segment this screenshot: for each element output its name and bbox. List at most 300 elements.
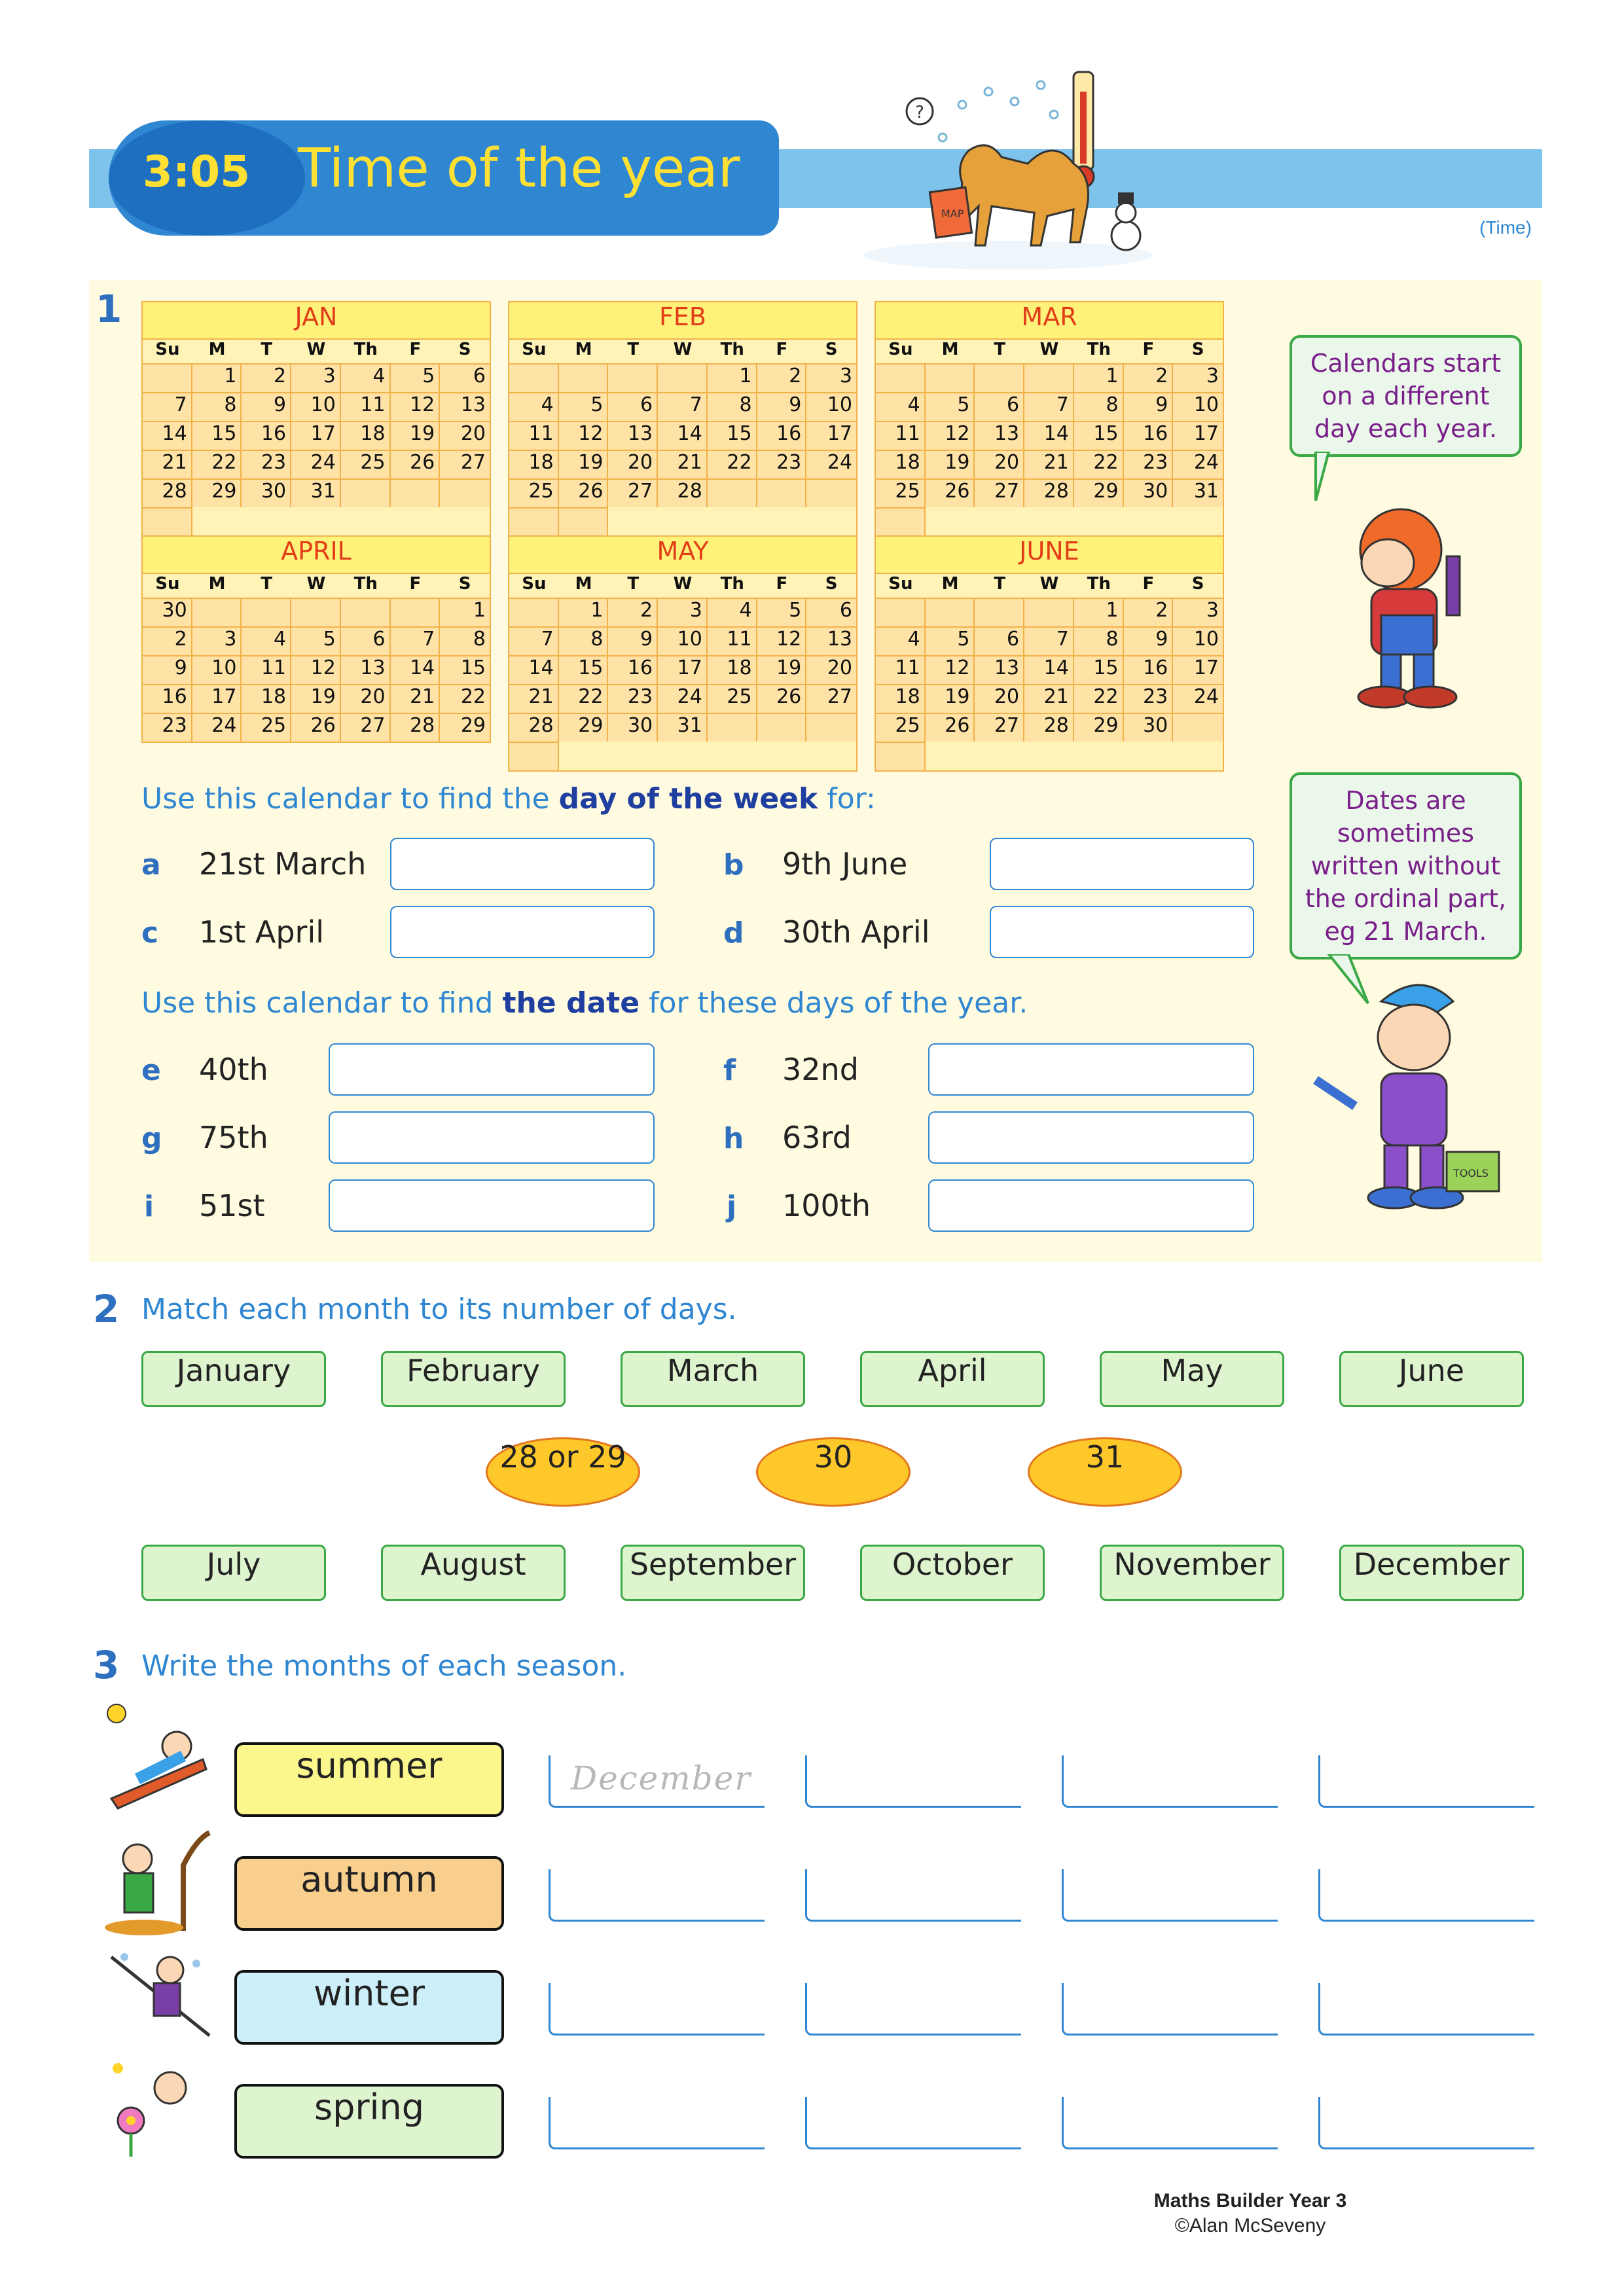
calendar-day-cell: 2 bbox=[608, 598, 658, 626]
calendar-day-cell: 23 bbox=[1124, 450, 1174, 478]
calendar-day-cell: 2 bbox=[1124, 363, 1174, 392]
calendar-day-cell: 10 bbox=[291, 392, 341, 421]
weekday-header: Su bbox=[155, 574, 180, 594]
answer-box-e[interactable] bbox=[329, 1043, 655, 1096]
item-label: b bbox=[723, 848, 744, 882]
calendar-day-cell: 4 bbox=[876, 626, 926, 655]
calendar-day-cell: 11 bbox=[876, 421, 926, 450]
calendar-day-cell bbox=[876, 742, 926, 770]
calendar-day-cell: 27 bbox=[440, 450, 490, 478]
calendar-day-cell: 29 bbox=[1074, 713, 1124, 742]
calendar-day-cell: 16 bbox=[242, 421, 291, 450]
month-card-february[interactable]: February bbox=[381, 1351, 566, 1407]
answer-line-autumn-1[interactable] bbox=[549, 1869, 765, 1922]
calendar-day-cell: 30 bbox=[1124, 478, 1174, 507]
calendar-day-cell: 6 bbox=[806, 598, 856, 626]
calendar-day-cell: 22 bbox=[708, 450, 757, 478]
calendar-day-cell: 6 bbox=[975, 626, 1024, 655]
calendar-day-cell: 15 bbox=[192, 421, 242, 450]
calendar-day-cell: 9 bbox=[143, 655, 192, 684]
calendar-day-cell bbox=[975, 598, 1024, 626]
answer-line-winter-2[interactable] bbox=[805, 1983, 1021, 2036]
item-label: d bbox=[723, 916, 744, 950]
calendar-day-cell: 4 bbox=[242, 626, 291, 655]
footer-copyright: ©Alan McSeveny bbox=[1174, 2215, 1326, 2236]
day-grid bbox=[509, 340, 856, 536]
weekday-header: F bbox=[1142, 340, 1155, 359]
calendar-day-cell: 29 bbox=[1074, 478, 1124, 507]
calendar-day-cell: 11 bbox=[876, 655, 926, 684]
weekday-header: F bbox=[409, 574, 422, 594]
calendar-day-cell: 15 bbox=[1074, 421, 1124, 450]
instruction-date: Use this calendar to find the date for these days of the year. bbox=[141, 986, 1028, 1020]
calendar-day-cell: 30 bbox=[242, 478, 291, 507]
calendar-day-cell: 16 bbox=[1124, 655, 1174, 684]
calendar-day-cell: 13 bbox=[975, 655, 1024, 684]
item-label: i bbox=[144, 1190, 154, 1223]
svg-text:MAP: MAP bbox=[941, 207, 964, 220]
month-card-april[interactable]: April bbox=[860, 1351, 1045, 1407]
calendar-day-cell: 10 bbox=[658, 626, 708, 655]
calendar-day-cell: 26 bbox=[391, 450, 441, 478]
calendar-day-cell: 8 bbox=[1074, 626, 1124, 655]
calendar-day-cell: 17 bbox=[192, 684, 242, 713]
calendar-day-cell bbox=[391, 598, 441, 626]
calendar-day-cell bbox=[143, 363, 192, 392]
month-card-november[interactable]: November bbox=[1100, 1545, 1284, 1601]
question-2-instruction: Match each month to its number of days. bbox=[141, 1293, 737, 1326]
calendar-day-cell: 22 bbox=[440, 684, 490, 713]
month-card-may[interactable]: May bbox=[1100, 1351, 1284, 1407]
weekday-header: T bbox=[261, 574, 273, 594]
answer-line-spring-4[interactable] bbox=[1318, 2097, 1534, 2149]
calendar-day-cell: 14 bbox=[1024, 655, 1074, 684]
calendar-day-cell: 31 bbox=[1173, 478, 1223, 507]
weekday-header: Su bbox=[888, 340, 913, 359]
weekday-header: W bbox=[673, 574, 693, 594]
answer-line-autumn-2[interactable] bbox=[805, 1869, 1021, 1922]
calendar-day-cell bbox=[876, 507, 926, 536]
calendar-day-cell: 8 bbox=[559, 626, 609, 655]
calendar-day-cell: 19 bbox=[926, 450, 975, 478]
calendar-day-cell: 5 bbox=[926, 626, 975, 655]
answer-line-summer-2[interactable] bbox=[805, 1755, 1021, 1808]
calendar-day-cell: 27 bbox=[341, 713, 391, 742]
calendar-day-cell: 7 bbox=[658, 392, 708, 421]
calendar-day-cell: 14 bbox=[1024, 421, 1074, 450]
calendar-day-cell bbox=[192, 598, 242, 626]
calendar-day-cell: 18 bbox=[341, 421, 391, 450]
tool-girl-illustration bbox=[1303, 975, 1506, 1217]
calendar-day-cell: 30 bbox=[143, 598, 192, 626]
calendar-day-cell: 28 bbox=[143, 478, 192, 507]
calendar-day-cell: 23 bbox=[608, 684, 658, 713]
answer-box-h[interactable] bbox=[928, 1111, 1254, 1164]
calendar-day-cell: 29 bbox=[440, 713, 490, 742]
question-3-number: 3 bbox=[93, 1643, 120, 1687]
calendar-day-cell: 3 bbox=[1173, 598, 1223, 626]
calendar-day-cell: 24 bbox=[1173, 450, 1223, 478]
calendar-day-cell: 12 bbox=[926, 421, 975, 450]
hint-bubble-calendars: Calendars start on a different day each year. bbox=[1290, 335, 1522, 457]
builder-kid-illustration bbox=[1309, 497, 1506, 713]
month-card-august[interactable]: August bbox=[381, 1545, 566, 1601]
calendar-day-cell: 10 bbox=[1173, 392, 1223, 421]
answer-box-j[interactable] bbox=[928, 1179, 1254, 1232]
calendar-day-cell: 7 bbox=[391, 626, 441, 655]
calendar-day-cell: 25 bbox=[876, 713, 926, 742]
answer-box-c[interactable] bbox=[390, 906, 655, 958]
calendar-day-cell: 22 bbox=[192, 450, 242, 478]
question-2-number: 2 bbox=[93, 1287, 120, 1331]
calendar-day-cell: 26 bbox=[926, 713, 975, 742]
calendar-day-cell: 26 bbox=[926, 478, 975, 507]
calendar-day-cell: 22 bbox=[1074, 684, 1124, 713]
calendar-day-cell: 14 bbox=[509, 655, 559, 684]
weekday-header: Th bbox=[1087, 340, 1111, 359]
calendar-day-cell: 19 bbox=[926, 684, 975, 713]
answer-line-summer-4[interactable] bbox=[1318, 1755, 1534, 1808]
calendar-day-cell bbox=[242, 598, 291, 626]
calendar-day-cell: 21 bbox=[509, 684, 559, 713]
calendar-day-cell: 6 bbox=[975, 392, 1024, 421]
calendar-day-cell bbox=[291, 598, 341, 626]
calendar-day-cell: 13 bbox=[608, 421, 658, 450]
weekday-header: W bbox=[673, 340, 693, 359]
calendar-day-cell: 5 bbox=[757, 598, 807, 626]
calendar-day-cell: 18 bbox=[876, 450, 926, 478]
season-label-summer: summer bbox=[234, 1742, 504, 1817]
calendar-day-cell: 25 bbox=[708, 684, 757, 713]
calendar-day-cell: 20 bbox=[975, 684, 1024, 713]
item-label: e bbox=[141, 1054, 161, 1087]
hint-bubble-dates: Dates are sometimes written without the ordinal part, eg 21 March. bbox=[1290, 772, 1522, 960]
month-name: MAR bbox=[876, 302, 1223, 340]
calendar-day-cell: 4 bbox=[341, 363, 391, 392]
weekday-header: F bbox=[776, 574, 788, 594]
calendar-day-cell: 28 bbox=[509, 713, 559, 742]
calendar-day-cell: 5 bbox=[391, 363, 441, 392]
day-grid bbox=[876, 340, 1223, 536]
calendar-day-cell: 12 bbox=[757, 626, 807, 655]
calendar-day-cell: 5 bbox=[291, 626, 341, 655]
calendar-day-cell bbox=[658, 363, 708, 392]
weekday-header: S bbox=[825, 340, 838, 359]
calendar-day-cell: 13 bbox=[975, 421, 1024, 450]
calendar-day-cell: 19 bbox=[559, 450, 609, 478]
item-text: 32nd bbox=[782, 1052, 859, 1087]
calendar-day-cell: 29 bbox=[192, 478, 242, 507]
calendar-day-cell bbox=[509, 363, 559, 392]
calendar-day-cell: 11 bbox=[242, 655, 291, 684]
calendar-day-cell: 21 bbox=[391, 684, 441, 713]
calendar-day-cell: 20 bbox=[608, 450, 658, 478]
month-card-june[interactable]: June bbox=[1339, 1351, 1524, 1407]
weekday-header: M bbox=[575, 340, 592, 359]
weekday-header: M bbox=[941, 574, 959, 594]
days-oval-28-or-29[interactable]: 28 or 29 bbox=[486, 1437, 640, 1507]
calendar-day-cell: 17 bbox=[806, 421, 856, 450]
calendar-day-cell: 7 bbox=[1024, 626, 1074, 655]
calendar-day-cell: 24 bbox=[192, 713, 242, 742]
calendar-day-cell: 24 bbox=[658, 684, 708, 713]
answer-box-d[interactable] bbox=[990, 906, 1254, 958]
calendar-day-cell: 11 bbox=[341, 392, 391, 421]
calendar-day-cell: 26 bbox=[559, 478, 609, 507]
item-text: 9th June bbox=[782, 846, 908, 882]
calendar-day-cell: 7 bbox=[509, 626, 559, 655]
answer-line-winter-3[interactable] bbox=[1062, 1983, 1278, 2036]
calendar-day-cell: 19 bbox=[291, 684, 341, 713]
weekday-header: M bbox=[208, 574, 226, 594]
item-label: c bbox=[141, 916, 159, 950]
calendar-day-cell: 2 bbox=[242, 363, 291, 392]
calendar-month-mar bbox=[875, 301, 1224, 537]
item-text: 75th bbox=[199, 1120, 268, 1155]
weekday-header: Th bbox=[1087, 574, 1111, 594]
calendar-day-cell: 16 bbox=[608, 655, 658, 684]
calendar-day-cell: 8 bbox=[708, 392, 757, 421]
calendar-day-cell: 18 bbox=[509, 450, 559, 478]
calendar-day-cell: 6 bbox=[341, 626, 391, 655]
item-label: a bbox=[141, 848, 161, 882]
weekday-header: M bbox=[208, 340, 226, 359]
answer-box-i[interactable] bbox=[329, 1179, 655, 1232]
calendar-day-cell: 12 bbox=[926, 655, 975, 684]
calendar-day-cell: 26 bbox=[757, 684, 807, 713]
item-label: f bbox=[723, 1054, 736, 1087]
calendar-day-cell: 27 bbox=[975, 478, 1024, 507]
month-card-march[interactable]: March bbox=[621, 1351, 805, 1407]
day-grid bbox=[143, 574, 490, 742]
answer-box-b[interactable] bbox=[990, 838, 1254, 890]
month-name: FEB bbox=[509, 302, 856, 340]
calendar-day-cell: 20 bbox=[440, 421, 490, 450]
calendar-day-cell: 9 bbox=[608, 626, 658, 655]
days-oval-30[interactable]: 30 bbox=[756, 1437, 911, 1507]
calendar-day-cell: 31 bbox=[658, 713, 708, 742]
calendar-day-cell: 25 bbox=[876, 478, 926, 507]
weekday-header: Th bbox=[353, 574, 378, 594]
camel-in-snow-illustration bbox=[857, 65, 1159, 275]
calendar-day-cell: 25 bbox=[509, 478, 559, 507]
calendar-day-cell: 13 bbox=[806, 626, 856, 655]
answer-line-spring-2[interactable] bbox=[805, 2097, 1021, 2149]
weekday-header: M bbox=[941, 340, 959, 359]
calendar-day-cell: 13 bbox=[341, 655, 391, 684]
calendar-day-cell bbox=[876, 598, 926, 626]
calendar-day-cell: 4 bbox=[876, 392, 926, 421]
calendar-day-cell bbox=[143, 507, 192, 536]
calendar-day-cell: 9 bbox=[242, 392, 291, 421]
calendar-day-cell: 3 bbox=[1173, 363, 1223, 392]
item-label: h bbox=[723, 1122, 744, 1155]
calendar-day-cell: 6 bbox=[440, 363, 490, 392]
calendar-day-cell: 16 bbox=[143, 684, 192, 713]
answer-line-spring-3[interactable] bbox=[1062, 2097, 1278, 2149]
calendar-day-cell bbox=[708, 478, 757, 507]
calendar-day-cell: 5 bbox=[926, 392, 975, 421]
weekday-header: T bbox=[994, 574, 1006, 594]
answer-line-spring-1[interactable] bbox=[549, 2097, 765, 2149]
weekday-header: F bbox=[776, 340, 788, 359]
calendar-day-cell bbox=[1173, 713, 1223, 742]
calendar-day-cell: 28 bbox=[658, 478, 708, 507]
calendar-day-cell: 27 bbox=[608, 478, 658, 507]
calendar-day-cell bbox=[708, 713, 757, 742]
calendar-day-cell: 20 bbox=[975, 450, 1024, 478]
calendar-day-cell: 12 bbox=[291, 655, 341, 684]
weekday-header: M bbox=[575, 574, 592, 594]
autumn-raking-icon bbox=[98, 1826, 216, 1937]
weekday-header: S bbox=[1191, 574, 1204, 594]
month-card-october[interactable]: October bbox=[860, 1545, 1045, 1601]
calendar-day-cell bbox=[806, 713, 856, 742]
calendar-day-cell: 2 bbox=[1124, 598, 1174, 626]
calendar-day-cell: 17 bbox=[658, 655, 708, 684]
calendar-day-cell: 24 bbox=[806, 450, 856, 478]
item-text: 100th bbox=[782, 1188, 871, 1223]
season-label-spring: spring bbox=[234, 2084, 504, 2159]
calendar-day-cell: 5 bbox=[559, 392, 609, 421]
calendar-day-cell: 11 bbox=[708, 626, 757, 655]
calendar-day-cell: 15 bbox=[440, 655, 490, 684]
calendar-day-cell: 21 bbox=[658, 450, 708, 478]
calendar-day-cell: 4 bbox=[509, 392, 559, 421]
calendar-day-cell: 31 bbox=[291, 478, 341, 507]
answer-line-winter-1[interactable] bbox=[549, 1983, 765, 2036]
calendar-day-cell: 2 bbox=[757, 363, 807, 392]
calendar-day-cell: 21 bbox=[1024, 684, 1074, 713]
calendar-month-may bbox=[508, 535, 857, 772]
calendar-month-april bbox=[141, 535, 491, 743]
month-card-september[interactable]: September bbox=[621, 1545, 805, 1601]
calendar-day-cell: 27 bbox=[806, 684, 856, 713]
month-card-january[interactable]: January bbox=[141, 1351, 326, 1407]
calendar-day-cell: 18 bbox=[708, 655, 757, 684]
calendar-day-cell: 19 bbox=[391, 421, 441, 450]
summer-sunbather-icon bbox=[98, 1700, 216, 1818]
calendar-day-cell: 13 bbox=[440, 392, 490, 421]
calendar-day-cell: 9 bbox=[1124, 626, 1174, 655]
weekday-header: T bbox=[261, 340, 273, 359]
calendar-day-cell: 25 bbox=[341, 450, 391, 478]
answer-line-winter-4[interactable] bbox=[1318, 1983, 1534, 2036]
weekday-header: S bbox=[825, 574, 838, 594]
calendar-day-cell: 8 bbox=[192, 392, 242, 421]
calendar-day-cell: 17 bbox=[291, 421, 341, 450]
calendar-day-cell: 3 bbox=[192, 626, 242, 655]
calendar-day-cell: 18 bbox=[242, 684, 291, 713]
calendar-day-cell: 23 bbox=[757, 450, 807, 478]
calendar-day-cell: 21 bbox=[143, 450, 192, 478]
item-text: 30th April bbox=[782, 914, 930, 950]
item-text: 51st bbox=[199, 1188, 265, 1223]
calendar-day-cell: 24 bbox=[291, 450, 341, 478]
calendar-day-cell: 19 bbox=[757, 655, 807, 684]
answer-line-autumn-4[interactable] bbox=[1318, 1869, 1534, 1922]
question-1-number: 1 bbox=[96, 287, 122, 331]
month-name: JAN bbox=[143, 302, 490, 340]
lesson-number: 3:05 bbox=[142, 147, 251, 197]
calendar-day-cell: 12 bbox=[391, 392, 441, 421]
calendar-day-cell: 24 bbox=[1173, 684, 1223, 713]
calendar-day-cell: 25 bbox=[242, 713, 291, 742]
calendar-month-jan bbox=[141, 301, 491, 537]
answer-box-g[interactable] bbox=[329, 1111, 655, 1164]
item-label: g bbox=[141, 1122, 162, 1155]
day-grid bbox=[509, 574, 856, 770]
answer-box-f[interactable] bbox=[928, 1043, 1254, 1096]
month-card-july[interactable]: July bbox=[141, 1545, 326, 1601]
calendar-day-cell bbox=[440, 478, 490, 507]
calendar-day-cell bbox=[341, 478, 391, 507]
days-oval-31[interactable]: 31 bbox=[1028, 1437, 1182, 1507]
calendar-day-cell bbox=[608, 363, 658, 392]
weekday-header: Th bbox=[720, 574, 744, 594]
weekday-header: Th bbox=[353, 340, 378, 359]
calendar-day-cell bbox=[509, 507, 559, 536]
calendar-day-cell bbox=[391, 478, 441, 507]
calendar-day-cell bbox=[806, 478, 856, 507]
calendar-day-cell: 2 bbox=[143, 626, 192, 655]
weekday-header: F bbox=[409, 340, 422, 359]
topic-tag: (Time) bbox=[1479, 217, 1532, 238]
calendar-day-cell: 23 bbox=[242, 450, 291, 478]
calendar-day-cell: 8 bbox=[1074, 392, 1124, 421]
calendar-day-cell: 30 bbox=[1124, 713, 1174, 742]
weekday-header: W bbox=[1039, 574, 1059, 594]
answer-box-a[interactable] bbox=[390, 838, 655, 890]
traced-example-answer: December bbox=[571, 1759, 752, 1797]
weekday-header: T bbox=[994, 340, 1006, 359]
month-name: MAY bbox=[509, 537, 856, 574]
calendar-day-cell: 1 bbox=[1074, 363, 1124, 392]
month-name: JUNE bbox=[876, 537, 1223, 574]
calendar-day-cell bbox=[1024, 598, 1074, 626]
calendar-day-cell: 1 bbox=[1074, 598, 1124, 626]
weekday-header: Su bbox=[888, 574, 913, 594]
calendar-day-cell: 20 bbox=[341, 684, 391, 713]
calendar-day-cell: 14 bbox=[658, 421, 708, 450]
calendar-day-cell: 7 bbox=[143, 392, 192, 421]
bubble-tail bbox=[1309, 452, 1348, 504]
calendar-day-cell: 1 bbox=[192, 363, 242, 392]
calendar-day-cell: 15 bbox=[708, 421, 757, 450]
day-grid bbox=[876, 574, 1223, 770]
calendar-day-cell: 3 bbox=[658, 598, 708, 626]
svg-text:TOOLS: TOOLS bbox=[1453, 1167, 1489, 1179]
svg-text:?: ? bbox=[915, 103, 924, 122]
calendar-day-cell: 14 bbox=[143, 421, 192, 450]
calendar-day-cell: 1 bbox=[708, 363, 757, 392]
answer-line-autumn-3[interactable] bbox=[1062, 1869, 1278, 1922]
calendar-day-cell: 11 bbox=[509, 421, 559, 450]
calendar-day-cell: 20 bbox=[806, 655, 856, 684]
month-card-december[interactable]: December bbox=[1339, 1545, 1524, 1601]
item-text: 63rd bbox=[782, 1120, 852, 1155]
calendar-day-cell: 4 bbox=[708, 598, 757, 626]
instruction-day-of-week: Use this calendar to find the day of the week for: bbox=[141, 782, 876, 816]
calendar-day-cell: 10 bbox=[1173, 626, 1223, 655]
day-grid bbox=[143, 340, 490, 536]
weekday-header: W bbox=[306, 340, 326, 359]
calendar-day-cell: 6 bbox=[608, 392, 658, 421]
item-label: j bbox=[727, 1190, 737, 1223]
answer-line-summer-3[interactable] bbox=[1062, 1755, 1278, 1808]
calendar-day-cell: 10 bbox=[806, 392, 856, 421]
calendar-day-cell: 22 bbox=[559, 684, 609, 713]
